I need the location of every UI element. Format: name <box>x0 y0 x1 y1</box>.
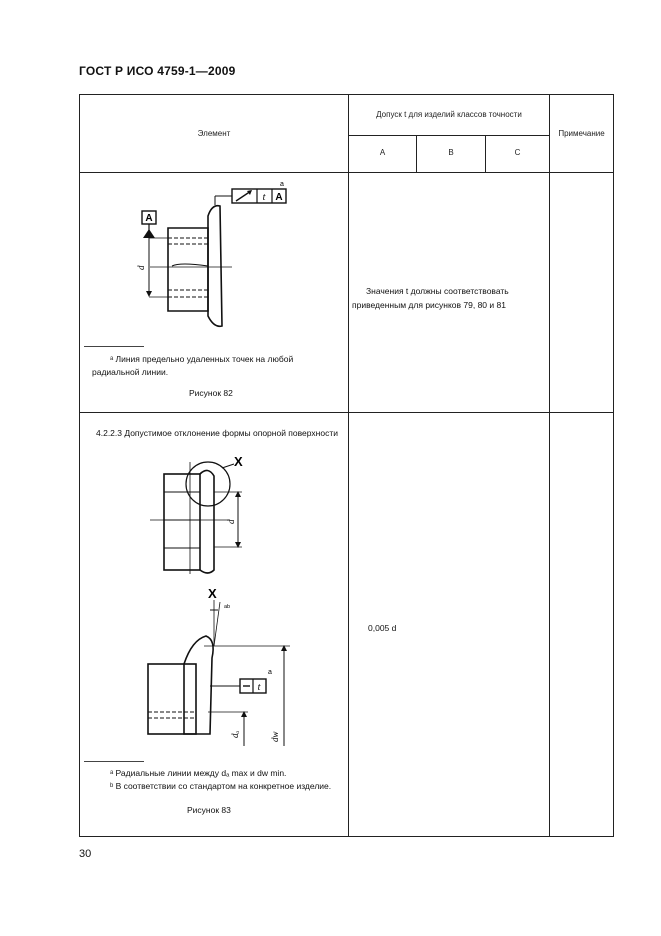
footnote-rule-2 <box>84 761 144 762</box>
datum-label-a: A <box>145 213 153 224</box>
header-bottom <box>79 172 614 173</box>
table-border-top <box>79 94 614 95</box>
dim-da: dₐ <box>230 730 240 738</box>
frame-t-2: t <box>257 682 261 693</box>
header-element: Элемент <box>197 129 231 138</box>
dim-dw: dw <box>270 731 280 742</box>
table-border-left <box>79 94 80 837</box>
header-tolerance: Допуск t для изделий классов точности <box>376 110 522 119</box>
col-divider-1 <box>348 94 349 837</box>
frame-datum-a: A <box>275 192 283 203</box>
table-border-right <box>613 94 614 837</box>
document-header: ГОСТ Р ИСО 4759-1—2009 <box>79 64 236 78</box>
header-class-b: B <box>448 148 454 157</box>
header-class-c: C <box>514 148 521 157</box>
table-border-bottom <box>79 836 614 837</box>
header-class-a: A <box>379 148 386 157</box>
figure-83-top <box>150 452 270 580</box>
caption-fig82: Рисунок 82 <box>189 388 233 398</box>
footnote-rule-1 <box>84 346 144 347</box>
note-mark-a-2: a <box>268 669 272 676</box>
note-mark-a: a <box>280 181 284 188</box>
figure-83-detail <box>140 586 300 748</box>
angle-mark: ᵃᵇ <box>224 603 230 612</box>
caption-fig83: Рисунок 83 <box>187 805 231 815</box>
tolerance-row2: 0,005 d <box>368 623 397 633</box>
section-text-4223: 4.2.2.3 Допустимое отклонение формы опорной поверхности <box>96 428 338 438</box>
footnote-fig82: ᵃ Линия предельно удаленных точек на любой радиальной линии. <box>92 354 294 377</box>
footnote-83-a: ᵃ Радиальные линии между dₐ max и dw min. <box>110 768 287 778</box>
col-divider-2 <box>549 94 550 837</box>
x-label-detail: X <box>208 586 217 601</box>
dim-d: d <box>136 265 146 270</box>
header-subdivider <box>348 135 549 136</box>
tolerance-row1: Значения t должны соответствовать приведенным для рисунков 79, 80 и 81 <box>352 286 509 310</box>
dim-d-2: d <box>226 519 236 524</box>
page-number: 30 <box>79 848 92 860</box>
frame-t: t <box>262 192 266 203</box>
figure-82 <box>120 176 345 336</box>
header-note: Примечание <box>558 129 605 138</box>
row-divider <box>79 412 614 413</box>
x-label-top: X <box>234 454 243 469</box>
footnote-83-b: ᵇ В соответствии со стандартом на конкретное изделие. <box>110 781 332 791</box>
